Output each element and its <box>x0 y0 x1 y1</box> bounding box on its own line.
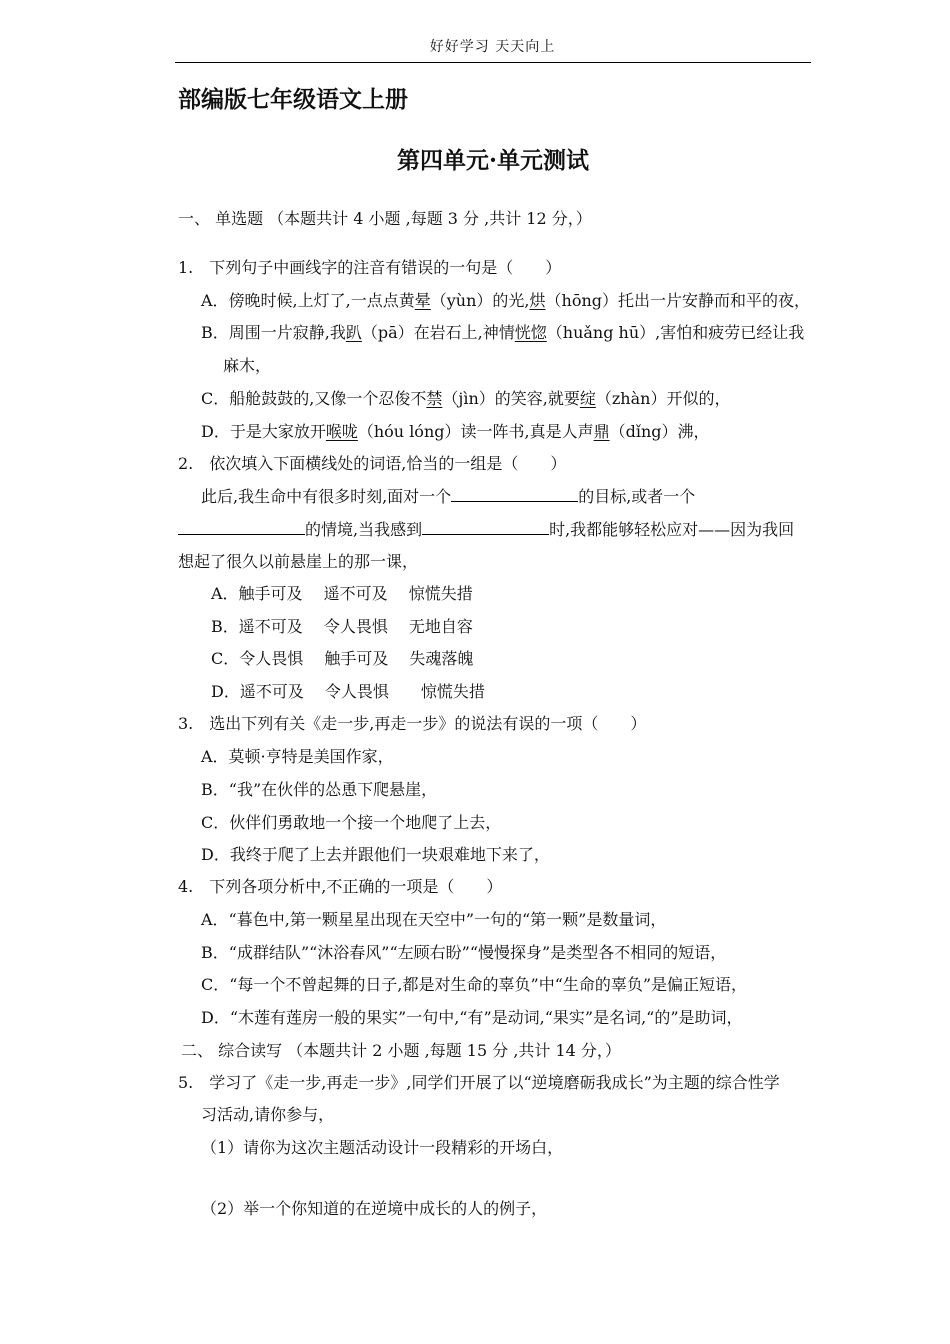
underlined-char: 禁 <box>426 389 443 408</box>
option-text: （hōng）托出一片安静而和平的夜， <box>545 291 811 310</box>
passage-text: 此后,我生命中有很多时刻,面对一个 <box>201 487 452 506</box>
question-5-stem-continued: 习活动,请你参与， <box>201 1105 335 1124</box>
passage-text: 时,我都能够轻松应对——因为我回 <box>549 520 795 539</box>
fill-blank[interactable] <box>422 519 549 535</box>
option-text: （huǎng hū）,害怕和疲劳已经让我 <box>546 323 805 342</box>
option-text: （pā）在岩石上,神情 <box>361 323 515 342</box>
question-2-option-d: D．遥不可及 令人畏惧 惊慌失措 <box>211 682 485 701</box>
question-1-option-a <box>201 291 810 311</box>
question-3-stem: 3. 选出下列有关《走一步,再走一步》的说法有误的一项（ ） <box>178 714 647 733</box>
question-3-option-a: A．莫顿·亨特是美国作家， <box>201 747 394 766</box>
option-text: B．周围一片寂静,我 <box>201 323 346 342</box>
fill-blank[interactable] <box>178 519 305 535</box>
section-one-heading: 一、 单选题 （本题共计 4 小题 ,每题 3 分 ,共计 12 分，） <box>178 209 592 228</box>
question-3-option-d: D．我终于爬了上去并跟他们一块艰难地下来了， <box>201 845 550 864</box>
question-5-part-1: （1）请你为这次主题活动设计一段精彩的开场白， <box>201 1138 564 1157</box>
question-2-passage-line-3: 想起了很久以前悬崖上的那一课， <box>178 552 419 571</box>
page-header: 好好学习 天天向上 <box>429 39 556 55</box>
option-text: C．船舱鼓鼓的,又像一个忍俊不 <box>201 389 427 408</box>
section-two-heading: 二、 综合读写 （本题共计 2 小题 ,每题 15 分 ,共计 14 分，） <box>181 1041 621 1060</box>
question-4-option-d: D．“木莲有莲房一般的果实”一句中,“有”是动词,“果实”是名词,“的”是助词， <box>201 1008 743 1027</box>
option-text: （hóu lóng）读一阵书,真是人声 <box>357 422 594 441</box>
header-divider <box>175 62 811 63</box>
fill-blank[interactable] <box>451 486 578 502</box>
unit-title: 第四单元·单元测试 <box>396 147 589 174</box>
underlined-char: 趴 <box>345 323 362 342</box>
option-text: A．傍晚时候,上灯了,一点点黄 <box>201 291 415 310</box>
option-text: （zhàn）开似的， <box>595 389 731 408</box>
passage-text: 的目标,或者一个 <box>578 487 696 506</box>
passage-text: 的情境,当我感到 <box>305 520 423 539</box>
question-2-option-a: A．触手可及 遥不可及 惊慌失措 <box>211 584 473 603</box>
question-3-option-c: C．伙伴们勇敢地一个接一个地爬了上去， <box>201 813 502 832</box>
question-4-option-c: C．“每一个不曾起舞的日子,都是对生命的辜负”中“生命的辜负”是偏正短语， <box>201 975 748 994</box>
underlined-char: 喉咙 <box>325 422 358 441</box>
underlined-char: 恍惚 <box>514 323 547 342</box>
question-1-option-b-continued: 麻木， <box>223 356 272 375</box>
option-text: （yùn）的光, <box>430 291 530 310</box>
option-text: （jìn）的笑容,就要 <box>442 389 580 408</box>
underlined-char: 鼎 <box>593 422 610 441</box>
question-2-stem: 2. 依次填入下面横线处的词语,恰当的一组是（ ） <box>178 454 567 473</box>
question-1-option-d <box>201 422 710 442</box>
question-2-passage-line-1 <box>201 486 695 507</box>
question-1-option-b <box>201 323 804 343</box>
question-1-option-c <box>201 389 730 409</box>
option-text: （dǐng）沸， <box>609 422 710 441</box>
underlined-char: 烘 <box>529 291 546 310</box>
underlined-char: 绽 <box>579 389 596 408</box>
question-5-stem: 5. 学习了《走一步,再走一步》,同学们开展了以“逆境磨砺我成长”为主题的综合性学 <box>178 1073 780 1092</box>
question-4-option-a: A．“暮色中,第一颗星星出现在天空中”一句的“第一颗”是数量词， <box>201 910 667 929</box>
book-title: 部编版七年级语文上册 <box>178 86 408 113</box>
question-2-option-c: C．令人畏惧 触手可及 失魂落魄 <box>211 649 474 668</box>
question-2-passage-line-2 <box>178 519 794 540</box>
question-3-option-b: B．“我”在伙伴的怂恿下爬悬崖， <box>201 780 438 799</box>
question-1-stem: 1. 下列句子中画线字的注音有错误的一句是（ ） <box>178 258 562 277</box>
question-2-option-b: B．遥不可及 令人畏惧 无地自容 <box>211 617 473 636</box>
underlined-char: 晕 <box>414 291 431 310</box>
question-5-part-2: （2）举一个你知道的在逆境中成长的人的例子， <box>201 1199 548 1218</box>
question-4-stem: 4. 下列各项分析中,不正确的一项是（ ） <box>178 877 503 896</box>
question-4-option-b: B．“成群结队”“沐浴春风”“左顾右盼”“慢慢探身”是类型各不相同的短语， <box>201 943 727 962</box>
option-text: D．于是大家放开 <box>201 422 326 441</box>
